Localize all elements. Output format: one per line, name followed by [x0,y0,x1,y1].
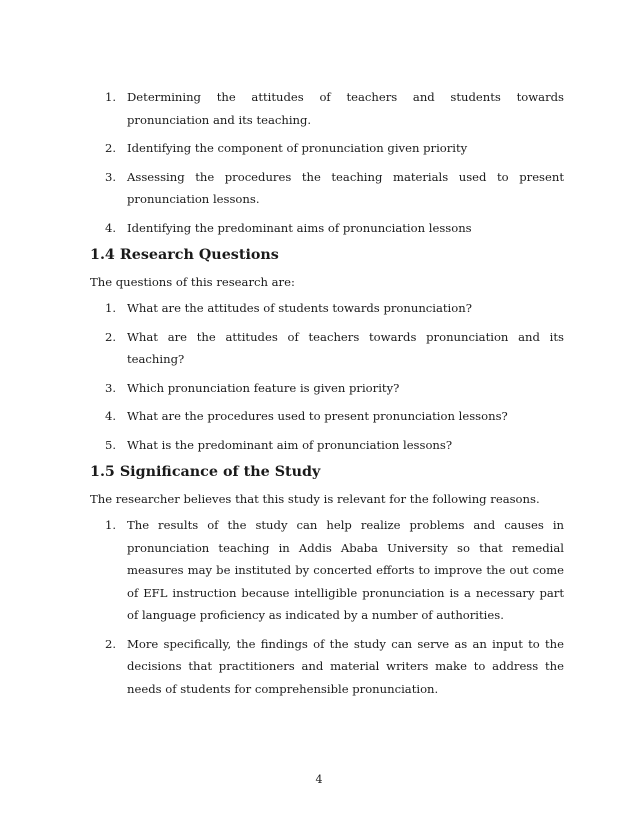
list-text: Identifying the component of pronunciation given priority [127,141,468,155]
list-item [90,405,564,428]
list-text: More specifically, the findings of the study can serve as an input to the decisions that practitioners and material writers make to address the needs of students for comprehensible pronunciation. [127,636,564,696]
list-item [90,633,564,701]
list-text: What are the attitudes of teachers towards pronunciation and its teaching? [127,329,564,366]
list-item [90,297,564,320]
page-content [90,86,564,706]
list-number: 1. [105,518,117,532]
list-text: What are the attitudes of students towards pronunciation? [127,301,472,315]
significance-intro: The researcher believes that this study is relevant for the following reasons. [90,492,540,506]
research-questions-list [90,297,564,456]
list-text: What are the procedures used to present pronunciation lessons? [127,409,508,423]
list-text: Identifying the predominant aims of pronunciation lessons [127,220,472,235]
significance-heading: 1.5 Significance of the Study [90,464,321,480]
list-item [90,166,564,211]
list-item [90,434,564,457]
objectives-list [90,86,564,239]
list-item [90,377,564,400]
page-number: 4 [315,773,323,786]
list-text: Which pronunciation feature is given priority? [127,380,400,395]
list-item [90,217,564,240]
list-number: 1. [105,90,117,104]
list-number: 5. [105,437,117,452]
list-item [90,514,564,627]
list-text: The results of the study can help realize problems and causes in pronunciation teaching in Addis Ababa University so that remedial measures may be instituted by concerted efforts to improve the out come of EFL instruction because intelligible pronunciation is a necessary part of language proficiency as indicated by a number of authorities. [127,518,564,622]
list-number: 2. [105,636,117,651]
list-item [90,326,564,371]
list-item [90,137,564,160]
list-number: 2. [105,329,117,344]
list-number: 4. [105,409,117,423]
research-questions-heading: 1.4 Research Questions [90,247,279,263]
list-text: Assessing the procedures the teaching materials used to present pronunciation lessons. [127,169,564,206]
list-number: 2. [105,141,117,155]
list-number: 1. [105,301,117,315]
research-questions-intro: The questions of this research are: [90,275,295,289]
list-item [90,86,564,131]
significance-list [90,514,564,700]
list-number: 4. [105,220,117,235]
list-text: Determining the attitudes of teachers and students towards pronunciation and its teaching. [127,90,564,127]
list-number: 3. [105,169,117,184]
list-text: What is the predominant aim of pronunciation lessons? [127,437,453,452]
list-number: 3. [105,380,117,395]
